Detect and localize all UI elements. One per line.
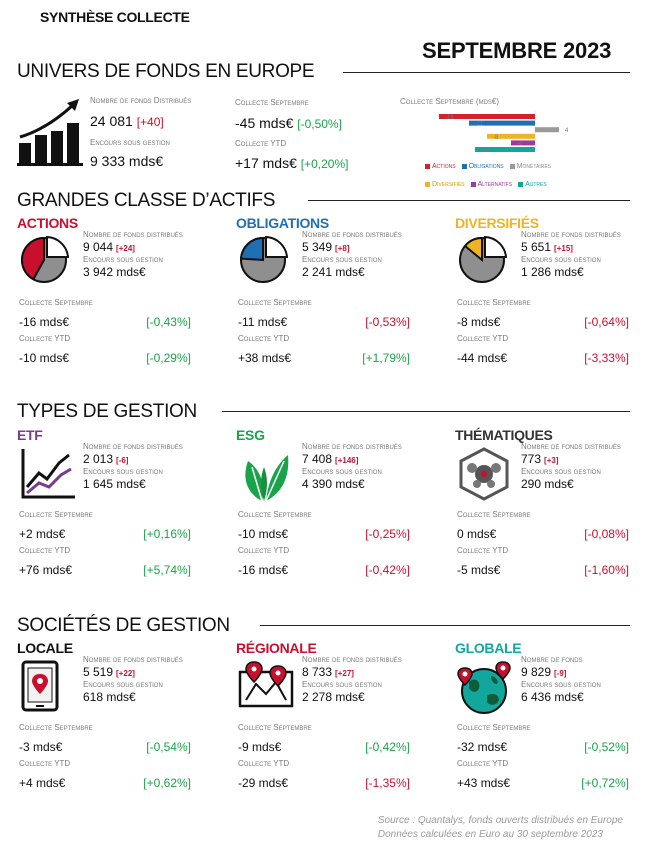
univers-collecte-sep-value: -45 mds€ [235, 115, 294, 131]
nb-fonds-delta: [-6] [116, 456, 129, 465]
encours-value: 618 mds€ [83, 690, 136, 704]
legend-swatch [425, 164, 430, 169]
legend-item-diversifiés [425, 180, 465, 190]
univers-nb-delta: [+40] [136, 115, 164, 129]
collecte-ytd-pct: [-0,29%] [146, 351, 191, 365]
encours-label: Encours sous gestion [521, 680, 601, 689]
collecte-ytd-label: Collecte YTD [457, 334, 509, 343]
nb-fonds-label: Nombre de fonds distribués [302, 442, 402, 451]
nb-fonds-value [521, 665, 566, 679]
pie-chart-icon [238, 235, 288, 290]
legend-swatch [425, 182, 430, 187]
nb-fonds-value [302, 452, 358, 466]
nb-fonds-label: Nombre de fonds distribués [521, 442, 621, 451]
collecte-sep-label: Collecte Septembre [238, 510, 312, 519]
legend-item-autres [518, 180, 547, 190]
nb-fonds-value [521, 240, 573, 254]
collecte-sep-label: Collecte Septembre [19, 298, 93, 307]
collecte-sep-pct: [-0,08%] [584, 527, 629, 541]
collecte-ytd-pct: [+1,79%] [362, 351, 410, 365]
footer-note: Données calculées en Euro au 30 septembre 2023 [377, 829, 603, 840]
nb-fonds-value [521, 452, 558, 466]
nb-fonds-number: 5 349 [302, 240, 333, 254]
nb-fonds-number: 2 013 [83, 452, 114, 466]
section-title-societes: SOCIÉTÉS DE GESTION [17, 615, 230, 636]
nb-fonds-label: Nombre de fonds distribués [83, 442, 183, 451]
collecte-ytd-value: +43 mds€ [457, 776, 511, 790]
chart-legend [425, 155, 585, 191]
collecte-sep-value: -9 mds€ [238, 740, 282, 754]
encours-label: Encours sous gestion [302, 467, 382, 476]
collecte-sep-label: Collecte Septembre [19, 510, 93, 519]
nb-fonds-delta: [+146] [335, 456, 359, 465]
nb-fonds-label: Nombre de fonds [521, 655, 583, 664]
nb-fonds-value [302, 240, 349, 254]
nb-fonds-number: 8 733 [302, 665, 333, 679]
nb-fonds-number: 9 829 [521, 665, 552, 679]
collecte-ytd-value: -44 mds€ [457, 351, 508, 365]
legend-swatch [518, 182, 523, 187]
collecte-sep-value: 0 mds€ [457, 527, 497, 541]
collecte-sep-value: -3 mds€ [19, 740, 63, 754]
collecte-sep-label: Collecte Septembre [238, 298, 312, 307]
collecte-sep-label: Collecte Septembre [19, 723, 93, 732]
collecte-sep-label: Collecte Septembre [457, 298, 531, 307]
nb-fonds-delta: [+24] [116, 244, 135, 253]
chart-value-label: -10 [481, 148, 490, 154]
legend-swatch [462, 164, 467, 169]
collecte-bar-chart [380, 108, 610, 156]
collecte-sep-value: -8 mds€ [457, 315, 501, 329]
collecte-ytd-pct: [-1,60%] [584, 563, 629, 577]
category-title: GLOBALE [455, 640, 522, 656]
encours-label: Encours sous gestion [302, 255, 382, 264]
encours-value: 2 241 mds€ [302, 265, 365, 279]
collecte-ytd-pct: [-3,33%] [584, 351, 629, 365]
category-title: ETF [17, 427, 43, 443]
chart-value-label: 4 [565, 128, 569, 135]
collecte-sep-pct: [-0,43%] [146, 315, 191, 329]
collecte-ytd-label: Collecte YTD [457, 546, 509, 555]
header-title: SYNTHÈSE COLLECTE [40, 9, 190, 25]
category-title: RÉGIONALE [236, 640, 317, 656]
collecte-ytd-pct: [-1,35%] [365, 776, 410, 790]
category-title: ESG [236, 427, 265, 443]
collecte-sep-value: +2 mds€ [19, 527, 66, 541]
collecte-sep-value: -10 mds€ [238, 527, 289, 541]
nb-fonds-label: Nombre de fonds distribués [302, 230, 402, 239]
collecte-ytd-label: Collecte YTD [457, 759, 509, 768]
collecte-ytd-value: +76 mds€ [19, 563, 73, 577]
chart-value-label: -8 [493, 134, 499, 141]
legend-label: Diversifiés [432, 181, 465, 188]
legend-swatch [510, 164, 515, 169]
category-title: THÉMATIQUES [455, 427, 553, 443]
collecte-sep-label: Collecte Septembre [457, 510, 531, 519]
encours-value: 2 278 mds€ [302, 690, 365, 704]
nb-fonds-number: 5 519 [83, 665, 114, 679]
chart-value-label: -11 [475, 121, 484, 128]
collecte-ytd-pct: [-0,42%] [365, 563, 410, 577]
nb-fonds-delta: [+3] [544, 456, 559, 465]
encours-value: 4 390 mds€ [302, 477, 365, 491]
univers-collecte-sep-pct: [-0,50%] [297, 117, 342, 131]
encours-label: Encours sous gestion [521, 255, 601, 264]
collecte-ytd-label: Collecte YTD [238, 546, 290, 555]
legend-item-obligations [462, 162, 504, 172]
category-title: OBLIGATIONS [236, 215, 329, 231]
legend-item-monétaires [510, 162, 551, 172]
collecte-sep-value: -32 mds€ [457, 740, 508, 754]
encours-value: 3 942 mds€ [83, 265, 146, 279]
univers-encours-value: 9 333 mds€ [90, 153, 164, 169]
footer-source: Source : Quantalys, fonds ouverts distribués en Europe [377, 815, 623, 826]
nb-fonds-value [302, 665, 354, 679]
encours-value: 6 436 mds€ [521, 690, 584, 704]
map-pins-icon [238, 660, 294, 713]
collecte-sep-label: Collecte Septembre [238, 723, 312, 732]
collecte-sep-pct: [-0,64%] [584, 315, 629, 329]
category-title: DIVERSIFIÉS [455, 215, 539, 231]
nb-fonds-number: 7 408 [302, 452, 333, 466]
collecte-sep-value: -16 mds€ [19, 315, 70, 329]
section-rule [308, 200, 630, 201]
collecte-ytd-label: Collecte YTD [238, 334, 290, 343]
encours-label: Encours sous gestion [83, 680, 163, 689]
collecte-ytd-label: Collecte YTD [19, 759, 71, 768]
nb-fonds-label: Nombre de fonds distribués [83, 230, 183, 239]
nb-fonds-number: 5 651 [521, 240, 552, 254]
encours-label: Encours sous gestion [521, 467, 601, 476]
nb-fonds-delta: [+22] [116, 669, 135, 678]
section-title-univers: UNIVERS DE FONDS EN EUROPE [17, 61, 315, 82]
univers-collecte-ytd-value: +17 mds€ [235, 155, 297, 171]
collecte-ytd-pct: [+0,62%] [143, 776, 191, 790]
collecte-ytd-label: Collecte YTD [238, 759, 290, 768]
nb-fonds-label: Nombre de fonds distribués [521, 230, 621, 239]
collecte-ytd-value: -5 mds€ [457, 563, 501, 577]
collecte-ytd-value: -29 mds€ [238, 776, 289, 790]
nb-fonds-delta: [+27] [335, 669, 354, 678]
hexagon-theme-icon [457, 447, 511, 506]
chart-bar-monétaires [535, 127, 559, 132]
collecte-sep-pct: [-0,54%] [146, 740, 191, 754]
collecte-sep-pct: [+0,16%] [143, 527, 191, 541]
collecte-ytd-value: -10 mds€ [19, 351, 70, 365]
encours-label: Encours sous gestion [302, 680, 382, 689]
chart-bar-alternatifs [511, 140, 535, 148]
univers-encours-label: Encours sous gestion [90, 138, 170, 147]
collecte-ytd-value: -16 mds€ [238, 563, 289, 577]
section-title-gestion: TYPES DE GESTION [17, 401, 197, 422]
collecte-sep-pct: [-0,25%] [365, 527, 410, 541]
collecte-ytd-pct: [+0,72%] [581, 776, 629, 790]
section-rule [260, 625, 630, 626]
collecte-ytd-value: +38 mds€ [238, 351, 292, 365]
encours-value: 290 mds€ [521, 477, 574, 491]
nb-fonds-number: 773 [521, 452, 542, 466]
encours-value: 1 286 mds€ [521, 265, 584, 279]
collecte-sep-pct: [-0,52%] [584, 740, 629, 754]
nb-fonds-value [83, 665, 135, 679]
chart-title: Collecte Septembre (mds€) [400, 97, 500, 106]
legend-label: Monétaires [516, 163, 552, 170]
growth-bars-icon [17, 97, 83, 167]
phone-location-icon [19, 660, 61, 717]
univers-collecte-sep [235, 115, 342, 131]
nb-fonds-label: Nombre de fonds distribués [302, 655, 402, 664]
chart-value-label: -16 [445, 115, 454, 121]
legend-label: Alternatifs [477, 181, 513, 188]
collecte-ytd-value: +4 mds€ [19, 776, 66, 790]
header-date: SEPTEMBRE 2023 [422, 38, 612, 63]
encours-label: Encours sous gestion [83, 255, 163, 264]
encours-label: Encours sous gestion [83, 467, 163, 476]
category-title: ACTIONS [17, 215, 78, 231]
univers-nb-value [90, 113, 164, 129]
chart-value-label: -4 [517, 141, 523, 148]
collecte-sep-label: Collecte Septembre [457, 723, 531, 732]
nb-fonds-value [83, 452, 128, 466]
univers-nb-number: 24 081 [90, 113, 133, 129]
legend-item-alternatifs [471, 180, 513, 190]
univers-collecte-sep-label: Collecte Septembre [235, 98, 309, 107]
nb-fonds-delta: [+8] [335, 244, 350, 253]
leaves-icon [238, 447, 290, 508]
legend-label: Actions [432, 163, 456, 170]
legend-label: Obligations [468, 163, 504, 170]
globe-pin-icon [457, 660, 511, 721]
collecte-sep-pct: [-0,53%] [365, 315, 410, 329]
legend-label: Autres [525, 181, 547, 188]
section-title-classes: GRANDES CLASSE D’ACTIFS [17, 190, 276, 211]
collecte-sep-pct: [-0,42%] [365, 740, 410, 754]
legend-item-actions [425, 162, 456, 172]
nb-fonds-number: 9 044 [83, 240, 114, 254]
collecte-ytd-label: Collecte YTD [19, 546, 71, 555]
collecte-ytd-pct: [+5,74%] [143, 563, 191, 577]
legend-swatch [471, 182, 476, 187]
pie-chart-icon [19, 235, 69, 290]
univers-collecte-ytd-pct: [+0,20%] [300, 157, 349, 171]
nb-fonds-delta: [+15] [554, 244, 573, 253]
collecte-sep-value: -11 mds€ [238, 315, 288, 329]
encours-value: 1 645 mds€ [83, 477, 146, 491]
section-rule [343, 72, 630, 73]
nb-fonds-delta: [-9] [554, 669, 567, 678]
line-chart-icon [19, 447, 77, 506]
collecte-ytd-label: Collecte YTD [19, 334, 71, 343]
univers-collecte-ytd-label: Collecte YTD [235, 139, 287, 148]
univers-nb-label: Nombre de fonds Distribués [90, 96, 192, 105]
nb-fonds-value [83, 240, 135, 254]
section-rule [222, 411, 630, 412]
univers-collecte-ytd [235, 155, 348, 171]
category-title: LOCALE [17, 640, 73, 656]
pie-chart-icon [457, 235, 507, 290]
nb-fonds-label: Nombre de fonds distribués [83, 655, 183, 664]
